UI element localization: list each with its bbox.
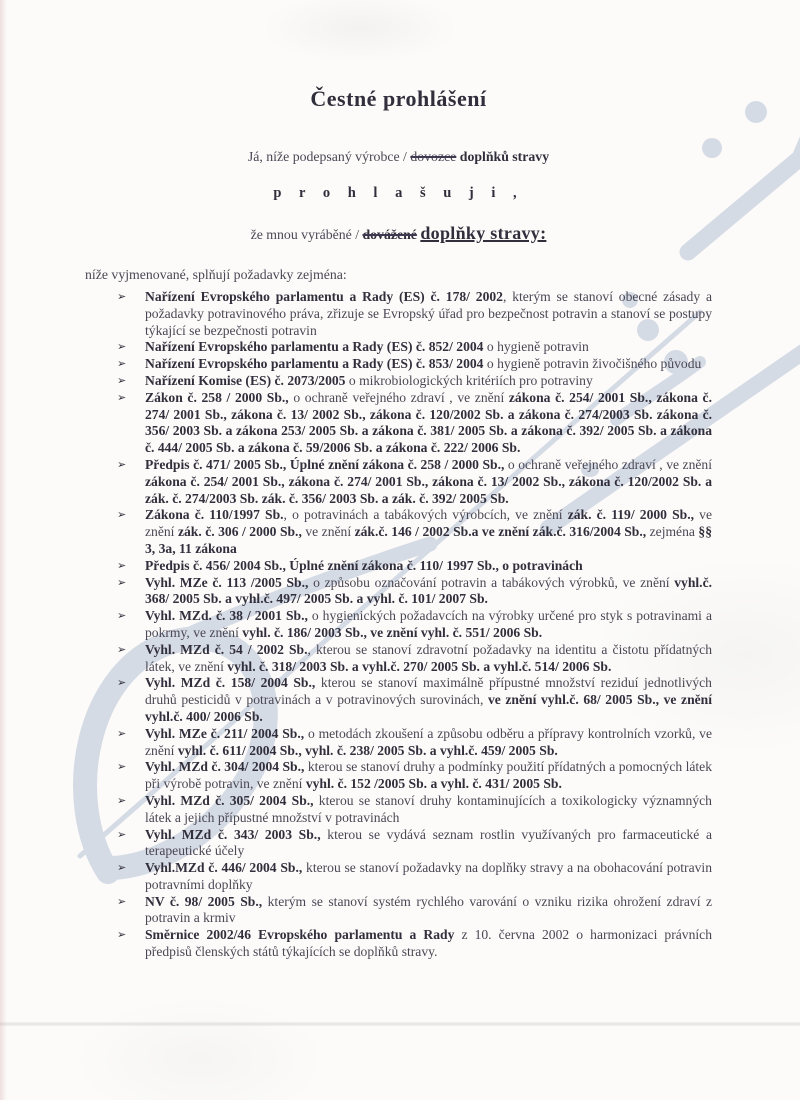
text-run: doplňků stravy (459, 149, 550, 164)
intro-line (85, 149, 712, 165)
text-run: vyhl.č. 368/ 2005 Sb. a vyhl.č. 497/ 2005 Sb. a vyhl. č. 101/ 2007 Sb. (145, 574, 713, 607)
document-content (85, 0, 712, 961)
text-run: Nařízení Evropského parlamentu a Rady (ES) č. 178/ 2002 (145, 289, 503, 304)
bullet-arrow-icon: ➢ (117, 559, 127, 572)
text-run: z 10. června 2002 o harmonizaci právních předpisů členských států týkajících se doplňků stravy. (145, 927, 712, 960)
list-item (85, 642, 712, 676)
list-item-text (145, 558, 583, 573)
text-run: Já, níže podepsaný výrobce / (247, 149, 411, 164)
list-item (85, 827, 712, 861)
list-item (85, 558, 712, 575)
text-run: doplňky stravy: (420, 223, 547, 243)
text-run: o hygieně potravin (483, 339, 589, 355)
list-item-text (145, 356, 701, 371)
scan-line-artifact (0, 1022, 800, 1026)
list-item-text (145, 793, 712, 825)
text-run: Vyhl. MZd č. 305/ 2004 Sb., (145, 792, 314, 808)
subject-line (85, 223, 712, 244)
bullet-arrow-icon: ➢ (117, 643, 127, 656)
bullet-arrow-icon: ➢ (117, 358, 127, 371)
bullet-arrow-icon: ➢ (117, 862, 127, 875)
bullet-arrow-icon: ➢ (117, 509, 127, 522)
bullet-arrow-icon: ➢ (117, 761, 127, 774)
text-run: Nařízení Komise (ES) č. 2073/2005 (145, 372, 346, 388)
bullet-arrow-icon: ➢ (117, 576, 127, 589)
text-run: , o potravinách a tabákových výrobcích, ve znění (283, 507, 568, 523)
text-run: kterou se stanoví druhy a podmínky použití přídatných a pomocných látek při výrobě potravin, ve znění (145, 759, 713, 792)
text-run: ve znění (145, 507, 712, 540)
list-item-text (145, 726, 712, 758)
list-item (85, 507, 712, 557)
text-run: Vyhl. MZe č. 113 /2005 Sb., (145, 574, 309, 590)
list-item (85, 289, 712, 339)
text-run: o ochraně veřejného zdraví , ve znění (288, 389, 509, 405)
list-item-text (145, 373, 593, 388)
list-intro-line: níže vyjmenované, splňují požadavky zejména: (85, 267, 347, 282)
text-run: o ochraně veřejného zdraví , ve znění (504, 456, 712, 472)
bullet-arrow-icon: ➢ (117, 929, 127, 942)
bullet-arrow-icon: ➢ (117, 458, 127, 471)
list-item-text (145, 390, 712, 455)
text-run: ve znění (301, 524, 355, 540)
bullet-arrow-icon: ➢ (117, 895, 127, 908)
text-run: , kterou se stanoví zdravotní požadavky na identitu a čistotu přídatných látek, ve znění (145, 641, 712, 674)
text-run: Vyhl. MZd č. 304/ 2004 Sb., (145, 759, 305, 775)
text-run: Vyhl. MZe č. 211/ 2004 Sb., (145, 725, 305, 741)
text-run: zákona č. 254/ 2001 Sb., zákona č. 274/ 2001 Sb., zákona č. 13/ 2002 Sb., zákona č. 120/2002 Sb. a zákona č. 274/2003 Sb. zákona č. 356/ 2003 Sb. a zákona 253/ 2005 Sb. a zákona č. 381/ 2005 Sb. a zákona č. 392/ 2005 Sb. a zákona č. 444/ 2005 Sb. a zákona č. 59/2006 Sb. a zákona č. 222/ 2006 Sb. (145, 389, 712, 456)
list-item (85, 675, 712, 725)
text-run: vyhl. č. 152 /2005 Sb. a vyhl. č. 431/ 2005 Sb. (305, 776, 562, 792)
text-run: o hygienických požadavcích na výrobky určené pro styk s potravinami a pokrmy, ve znění (145, 608, 712, 640)
text-run: zákona č. 254/ 2001 Sb., zákona č. 274/ 2001 Sb., zákona č. 13/ 2002 Sb., zákona č. 120/2002 Sb. a zák. č. 274/2003 Sb. zák. č. 356/ 2003 Sb. a zák. č. 392/ 2005 Sb. (145, 473, 712, 506)
text-run: zák. č. 119/ 2000 Sb., (567, 507, 695, 523)
text-run: Vyhl. MZd č. 158/ 2004 Sb., (145, 675, 316, 691)
list-item (85, 927, 712, 961)
text-run: Vyhl.MZd č. 446/ 2004 Sb., (145, 860, 303, 876)
text-run: Vyhl. MZd č. 54 / 2002 Sb. (145, 641, 308, 657)
list-item (85, 726, 712, 760)
declaration-word: p r o h l a š u j i , (273, 185, 524, 201)
text-run: , kterým se stanoví obecné zásady a požadavky potravinového práva, zřizuje se Evropský úřad pro bezpečnost potravin a stanoví se postupy týkající se bezpečnosti potravin (145, 289, 712, 338)
text-run: vyhl. č. 318/ 2003 Sb. a vyhl.č. 270/ 2005 Sb. a vyhl.č. 514/ 2006 Sb. (227, 658, 612, 674)
bullet-arrow-icon: ➢ (117, 341, 127, 354)
bullet-arrow-icon: ➢ (117, 828, 127, 841)
list-item-text (145, 457, 712, 506)
list-item-text (145, 675, 712, 724)
list-item-text (145, 860, 712, 892)
scan-edge-artifact (0, 0, 7, 1100)
bullet-arrow-icon: ➢ (117, 677, 127, 690)
bullet-arrow-icon: ➢ (117, 391, 127, 404)
text-run: Zákon č. 258 / 2000 Sb., (145, 389, 289, 405)
list-item-text (145, 289, 712, 338)
list-item-text (145, 894, 712, 926)
text-run: Nařízení Evropského parlamentu a Rady (ES) č. 853/ 2004 (145, 356, 484, 372)
text-run: Předpis č. 471/ 2005 Sb., Úplné znění zákona č. 258 / 2000 Sb., (145, 456, 505, 472)
list-item-text (145, 642, 712, 674)
list-item (85, 457, 712, 507)
text-run: Směrnice 2002/46 Evropského parlamentu a Rady (145, 927, 455, 943)
regulation-list (85, 289, 712, 961)
list-item-text (145, 339, 589, 354)
text-run: vyhl. č. 186/ 2003 Sb., ve znění vyhl. č. 551/ 2006 Sb. (242, 624, 543, 640)
list-item (85, 759, 712, 793)
list-item (85, 894, 712, 928)
text-run: dovážené (362, 227, 417, 242)
text-run: zejména (646, 524, 699, 540)
list-item (85, 575, 712, 609)
text-run: ve znění vyhl.č. 68/ 2005 Sb., ve znění vyhl.č. 400/ 2006 Sb. (145, 692, 712, 724)
text-run: o metodách zkoušení a způsobu odběru a přípravy kontrolních vzorků, ve znění (145, 725, 712, 758)
list-item (85, 373, 712, 390)
text-run: o mikrobiologických kritériích pro potraviny (345, 372, 593, 388)
text-run: zák.č. 146 / 2002 Sb.a ve znění zák.č. 316/2004 Sb., (354, 524, 647, 540)
text-run: dovozce (410, 149, 457, 164)
text-run: o hygieně potravin živočišného původu (483, 356, 702, 372)
list-item (85, 390, 712, 457)
text-run: Nařízení Evropského parlamentu a Rady (ES) č. 852/ 2004 (145, 339, 484, 355)
list-item (85, 339, 712, 356)
list-item-text (145, 927, 712, 959)
list-item (85, 793, 712, 827)
list-item (85, 608, 712, 642)
document-title: Čestné prohlášení (310, 86, 487, 111)
list-item-text (145, 759, 712, 791)
bullet-arrow-icon: ➢ (117, 727, 127, 740)
text-run: kterým se stanoví systém rychlého varování o vzniku rizika ohrožení zdraví z potravin a krmiv (145, 893, 712, 926)
text-run: o způsobu označování potravin a tabákových výrobků, ve znění (308, 574, 675, 590)
list-item (85, 356, 712, 373)
bullet-arrow-icon: ➢ (117, 374, 127, 387)
bullet-arrow-icon: ➢ (117, 794, 127, 807)
text-run: vyhl. č. 611/ 2004 Sb., vyhl. č. 238/ 2005 Sb. a vyhl.č. 459/ 2005 Sb. (177, 742, 558, 758)
text-run: kterou se stanoví druhy kontaminujících a toxikologicky významných látek a jejich přípustné množství v potravinách (145, 792, 712, 825)
list-item-text (145, 575, 712, 607)
text-run: kterou se stanoví požadavky na doplňky stravy a na obohacování potravin potravními doplňky (145, 860, 712, 892)
text-run: kterou se vydává seznam rostlin využívaných pro farmaceutické a terapeutické účely (145, 826, 713, 859)
list-item-text (145, 608, 712, 640)
bullet-arrow-icon: ➢ (117, 610, 127, 623)
text-run: Vyhl. MZd č. 343/ 2003 Sb., (145, 826, 321, 842)
text-run: zák. č. 306 / 2000 Sb., (177, 524, 302, 540)
list-item-text (145, 507, 712, 556)
bullet-arrow-icon: ➢ (117, 291, 127, 303)
text-run: kterou se stanoví maximálně přípustné množství reziduí jednotlivých druhů pesticidů v potravinách a v potravinových surovinách, (145, 675, 712, 708)
list-item-text (145, 827, 712, 859)
text-run: že mnou vyráběné / (250, 227, 363, 242)
text-run: Vyhl. MZd. č. 38 / 2001 Sb., (145, 608, 308, 624)
text-run: NV č. 98/ 2005 Sb., (145, 893, 263, 909)
text-run: Předpis č. 456/ 2004 Sb., Úplné znění zákona č. 110/ 1997 Sb., o potravinách (145, 557, 583, 573)
text-run: §§ 3, 3a, 11 zákona (145, 524, 712, 556)
list-item (85, 860, 712, 894)
text-run: Zákona č. 110/1997 Sb. (145, 507, 284, 523)
